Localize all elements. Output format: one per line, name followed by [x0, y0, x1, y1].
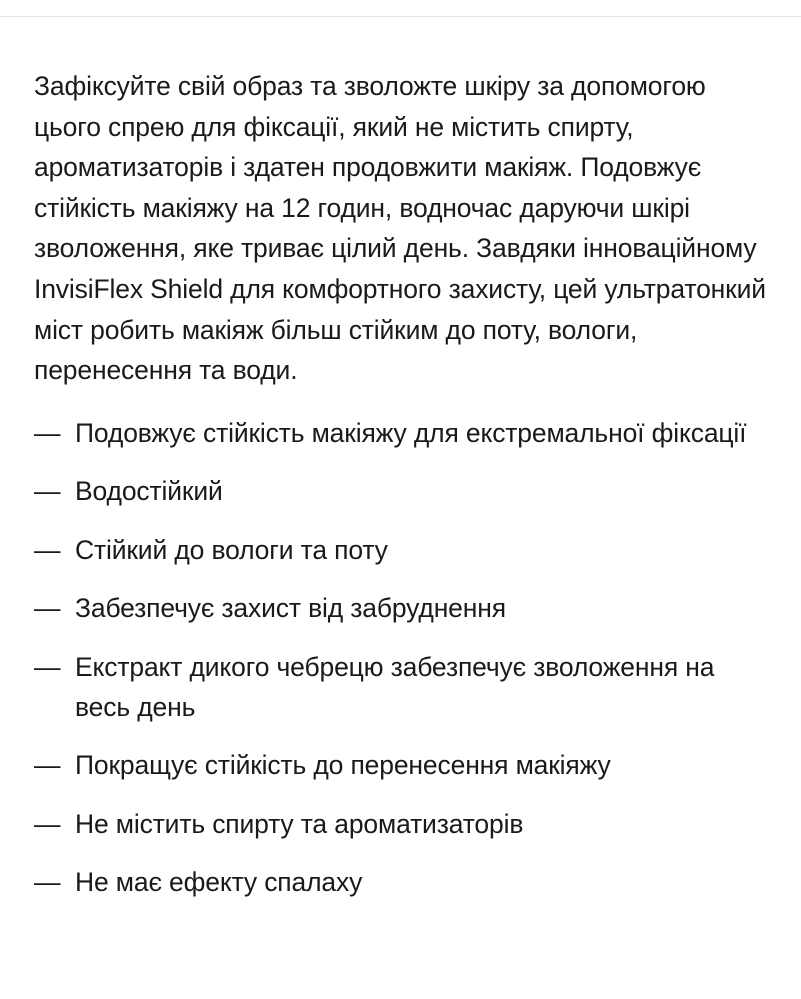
bullet-dash: — [34, 808, 61, 839]
feature-list-item [34, 647, 774, 727]
bullet-dash: — [34, 651, 61, 682]
bullet-dash: — [34, 476, 61, 507]
bullet-dash: — [34, 417, 61, 448]
feature-text: Не має ефекту спалаху [75, 867, 363, 898]
feature-text: Покращує стійкість до перенесення макіяжу [75, 750, 611, 781]
bullet-dash: — [34, 750, 61, 781]
feature-text: Екстракт дикого чебрецю забезпечує зволоження на весь день [75, 651, 715, 722]
feature-list-item [34, 530, 774, 570]
product-description-section [34, 66, 774, 921]
feature-text: Водостійкий [75, 476, 223, 507]
feature-list-item [34, 471, 774, 511]
feature-list [34, 413, 774, 903]
feature-list-item [34, 745, 774, 785]
bullet-dash: — [34, 867, 61, 898]
feature-list-item [34, 413, 774, 453]
feature-text: Стійкий до вологи та поту [75, 534, 388, 565]
feature-list-item [34, 588, 774, 628]
bullet-dash: — [34, 593, 61, 624]
feature-text: Подовжує стійкість макіяжу для екстремальної фіксації [75, 417, 747, 448]
product-description: Зафіксуйте свій образ та зволожте шкіру за допомогою цього спрею для фіксації, який не містить спирту, ароматизаторів і здатен продовжити макіяж. Подовжує стійкість макіяжу на 12 годин, водночас даруючи шкірі зволоження, яке триває цілий день. Завдяки інноваційному InvisiFlex Shield для комфортного захисту, цей ультратонкий міст робить макіяж більш стійким до поту, вологи, перенесення та води. [34, 71, 766, 386]
bullet-dash: — [34, 534, 61, 565]
feature-text: Не містить спирту та ароматизаторів [75, 808, 524, 839]
feature-list-item [34, 862, 774, 902]
top-divider [0, 16, 801, 17]
feature-text: Забезпечує захист від забруднення [75, 593, 506, 624]
feature-list-item [34, 804, 774, 844]
